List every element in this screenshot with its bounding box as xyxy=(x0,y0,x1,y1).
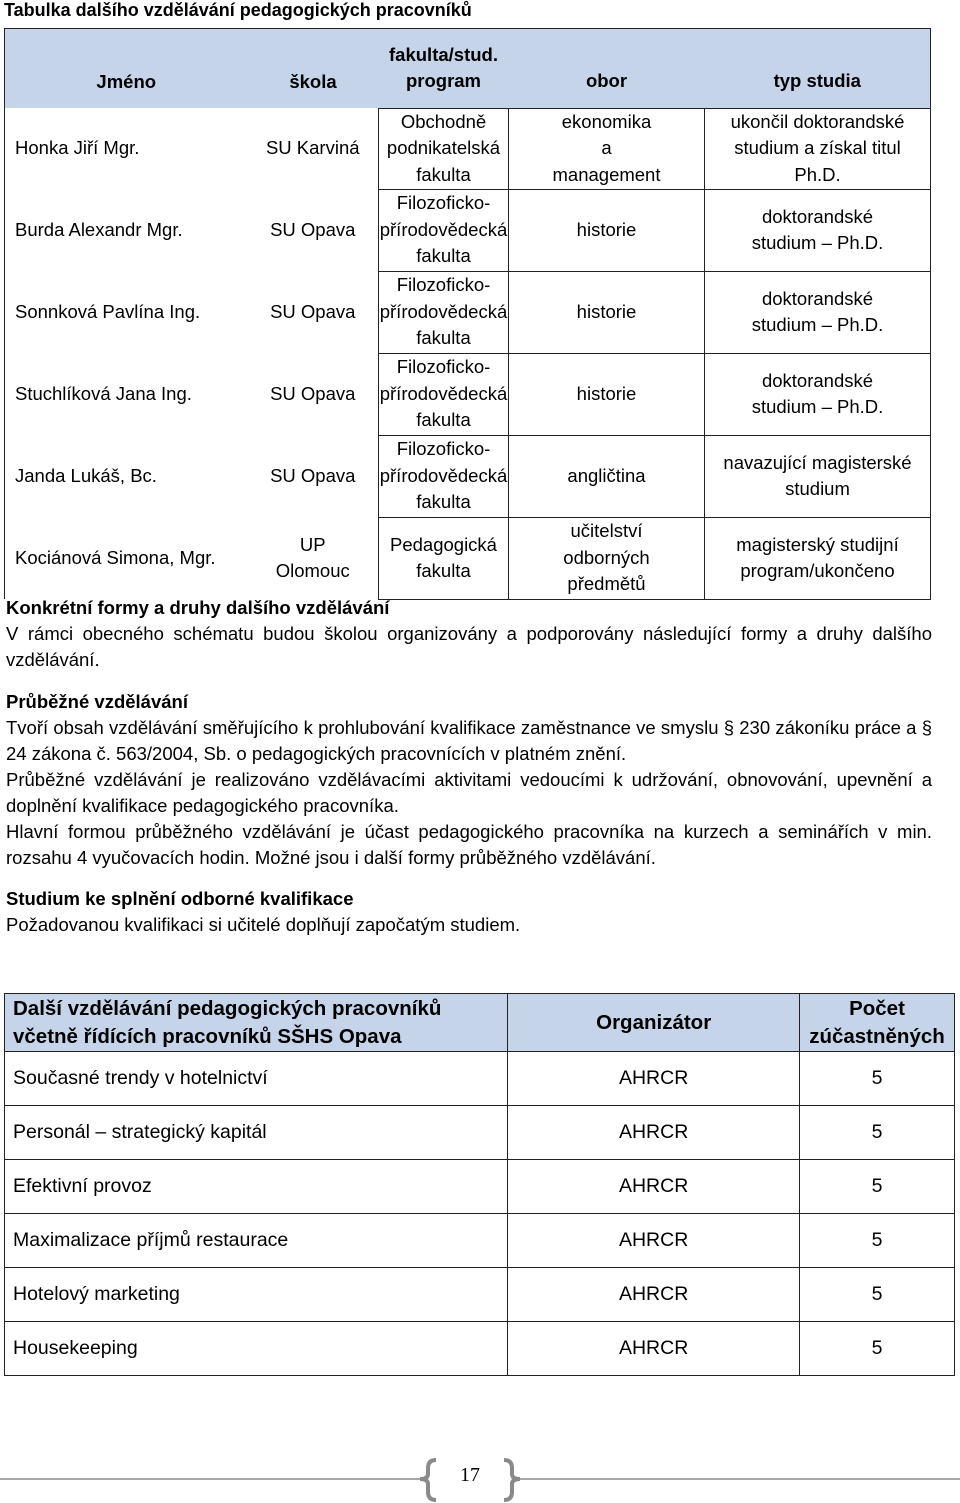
header-obor: obor xyxy=(509,29,705,109)
cell-line: SU Opava xyxy=(270,464,356,486)
cell-line: SU Opava xyxy=(270,218,356,240)
cell-type xyxy=(705,108,931,189)
header-fakulta-line2: program xyxy=(405,70,482,92)
cell-name: Burda Alexandr Mgr. xyxy=(5,189,248,271)
course-cell-count: 5 xyxy=(799,1214,954,1268)
header-typ: typ studia xyxy=(705,29,931,109)
table-row xyxy=(5,1106,955,1160)
cell-field xyxy=(509,108,705,189)
cell-field xyxy=(509,271,705,353)
cell-line: přírodovědecká xyxy=(379,382,508,404)
page-number: 17 xyxy=(460,1464,480,1486)
course-cell-count: 5 xyxy=(799,1268,954,1322)
cell-type xyxy=(705,353,931,435)
cell-field xyxy=(509,517,705,599)
courses-header-count-line1: Počet xyxy=(849,996,905,1020)
studium-heading: Studium ke splnění odborné kvalifikace xyxy=(6,888,354,909)
cell-line: Olomouc xyxy=(275,560,350,581)
table-row xyxy=(5,517,931,599)
cell-line: fakulta xyxy=(416,560,471,581)
courses-header-count-line2: zúčastněných xyxy=(809,1024,945,1048)
course-cell-org: AHRCR xyxy=(508,1106,800,1160)
cell-line: ekonomika xyxy=(561,110,652,132)
cell-field xyxy=(509,353,705,435)
cell-name: Honka Jiří Mgr. xyxy=(5,108,248,189)
courses-header-course-line2: včetně řídících pracovníků SŠHS Opava xyxy=(13,1024,402,1048)
cell-line: Filozoficko- xyxy=(396,356,491,378)
cell-name: Janda Lukáš, Bc. xyxy=(5,435,248,517)
konkretni-heading: Konkrétní formy a druhy dalšího vzdělávání xyxy=(6,597,390,618)
cell-name: Kociánová Simona, Mgr. xyxy=(5,517,248,599)
cell-faculty xyxy=(379,189,509,271)
cell-field xyxy=(509,435,705,517)
cell-faculty xyxy=(379,435,509,517)
cell-school xyxy=(248,271,379,353)
cell-type xyxy=(705,271,931,353)
cell-type xyxy=(705,435,931,517)
header-fakulta-line1: fakulta/stud. xyxy=(389,44,498,66)
cell-line: přírodovědecká xyxy=(379,218,508,240)
cell-line: fakulta xyxy=(416,491,471,513)
cell-faculty xyxy=(379,353,509,435)
table-row xyxy=(5,1160,955,1214)
cell-line: SU Karviná xyxy=(265,137,360,159)
staff-education-table xyxy=(4,28,931,600)
table-header-row xyxy=(5,29,931,109)
cell-line: a xyxy=(601,137,612,159)
studium-text: Požadovanou kvalifikaci si učitelé doplňují započatým studiem. xyxy=(6,914,521,935)
cell-line: fakulta xyxy=(416,245,471,267)
course-cell-count: 5 xyxy=(799,1322,954,1376)
cell-line: studium xyxy=(785,478,850,499)
table-row xyxy=(5,1214,955,1268)
table-row xyxy=(5,189,931,271)
course-cell-count: 5 xyxy=(799,1052,954,1106)
courses-header-course xyxy=(5,994,508,1052)
table-row xyxy=(5,1052,955,1106)
cell-line: historie xyxy=(576,218,637,240)
course-cell-org: AHRCR xyxy=(508,1160,800,1214)
courses-header-count xyxy=(799,994,954,1052)
course-cell-course: Personál – strategický kapitál xyxy=(5,1106,508,1160)
course-cell-org: AHRCR xyxy=(508,1052,800,1106)
cell-line: program/ukončeno xyxy=(740,560,895,581)
konkretni-text: V rámci obecného schématu budou školou organizovány a podporovány následující formy a druhy dalšího vzdělávání. xyxy=(6,623,932,670)
cell-line: SU Opava xyxy=(270,300,356,322)
prubezne-p1: Tvoří obsah vzdělávání směřujícího k prohlubování kvalifikace zaměstnance ve smyslu § 230 zákoníku práce a § 24 zákona č. 563/2004, Sb. o pedagogických pracovnících v platném znění. xyxy=(6,717,932,764)
cell-faculty xyxy=(379,517,509,599)
page-heading: Tabulka dalšího vzdělávání pedagogických pracovníků xyxy=(4,0,472,20)
cell-line: Filozoficko- xyxy=(396,438,491,460)
cell-type xyxy=(705,517,931,599)
cell-line: přírodovědecká xyxy=(379,464,508,486)
footer-brace-right xyxy=(504,1460,520,1500)
cell-line: studium – Ph.D. xyxy=(751,396,884,417)
cell-line: doktorandské xyxy=(761,369,874,391)
cell-line: fakulta xyxy=(416,163,471,185)
cell-line: studium a získal titul xyxy=(734,137,901,159)
cell-line: studium – Ph.D. xyxy=(751,314,884,335)
cell-line: doktorandské xyxy=(761,287,874,309)
header-jmeno: Jméno xyxy=(5,29,248,109)
courses-header-course-line1: Další vzdělávání pedagogických pracovníků xyxy=(13,996,442,1020)
cell-line: Filozoficko- xyxy=(396,192,491,214)
cell-line: SU Opava xyxy=(270,382,356,404)
cell-line: přírodovědecká xyxy=(379,300,508,322)
course-cell-count: 5 xyxy=(799,1160,954,1214)
prubezne-p2: Průběžné vzdělávání je realizováno vzdělávacími aktivitami vedoucími k udržování, obnovování, upevnění a doplnění kvalifikace pedagogického pracovníka. xyxy=(6,769,932,816)
table-row xyxy=(5,1322,955,1376)
courses-table xyxy=(4,993,955,1376)
cell-line: magisterský studijní xyxy=(736,533,899,555)
cell-school xyxy=(248,353,379,435)
prubezne-heading: Průběžné vzdělávání xyxy=(6,691,188,712)
section-konkretni xyxy=(6,595,932,673)
cell-line: historie xyxy=(576,300,637,322)
course-cell-course: Maximalizace příjmů restaurace xyxy=(5,1214,508,1268)
cell-line: učitelství xyxy=(570,520,643,542)
course-cell-org: AHRCR xyxy=(508,1214,800,1268)
cell-line: fakulta xyxy=(416,327,471,349)
footer-brace-left xyxy=(420,1460,436,1500)
cell-line: odborných xyxy=(563,546,650,568)
cell-line: studium – Ph.D. xyxy=(751,232,884,253)
cell-name: Stuchlíková Jana Ing. xyxy=(5,353,248,435)
cell-line: angličtina xyxy=(567,464,646,486)
cell-line: Ph.D. xyxy=(794,163,841,185)
cell-line: Filozoficko- xyxy=(396,274,491,296)
prubezne-p3: Hlavní formou průběžného vzdělávání je účast pedagogického pracovníka na kurzech a seminářích v min. rozsahu 4 vyučovacích hodin. Možné jsou i další formy průběžného vzdělávání. xyxy=(6,821,932,868)
cell-school xyxy=(248,517,379,599)
course-cell-org: AHRCR xyxy=(508,1322,800,1376)
courses-header-organizer: Organizátor xyxy=(508,994,800,1052)
header-skola: škola xyxy=(248,29,379,109)
course-cell-course: Housekeeping xyxy=(5,1322,508,1376)
course-cell-count: 5 xyxy=(799,1106,954,1160)
cell-line: historie xyxy=(576,382,637,404)
cell-line: navazující magisterské xyxy=(723,451,912,473)
course-cell-org: AHRCR xyxy=(508,1268,800,1322)
table-row xyxy=(5,1268,955,1322)
cell-line: management xyxy=(552,163,661,185)
cell-line: UP xyxy=(299,533,326,555)
cell-school xyxy=(248,189,379,271)
cell-type xyxy=(705,189,931,271)
table-row xyxy=(5,108,931,189)
cell-school xyxy=(248,108,379,189)
cell-line: předmětů xyxy=(567,573,646,595)
table-row xyxy=(5,353,931,435)
cell-name: Sonnková Pavlína Ing. xyxy=(5,271,248,353)
table-row xyxy=(5,435,931,517)
cell-line: Pedagogická xyxy=(390,533,497,555)
cell-faculty xyxy=(379,271,509,353)
cell-school xyxy=(248,435,379,517)
cell-field xyxy=(509,189,705,271)
header-fakulta xyxy=(379,29,509,109)
cell-line: fakulta xyxy=(416,409,471,431)
section-studium xyxy=(6,886,932,938)
course-cell-course: Efektivní provoz xyxy=(5,1160,508,1214)
course-cell-course: Hotelový marketing xyxy=(5,1268,508,1322)
cell-line: ukončil doktorandské xyxy=(730,110,905,132)
courses-header-row xyxy=(5,994,955,1052)
section-prubezne xyxy=(6,689,932,871)
cell-line: doktorandské xyxy=(761,205,874,227)
cell-faculty xyxy=(379,108,509,189)
cell-line: podnikatelská xyxy=(386,137,501,159)
cell-line: Obchodně xyxy=(400,110,487,132)
course-cell-course: Současné trendy v hotelnictví xyxy=(5,1052,508,1106)
table-row xyxy=(5,271,931,353)
